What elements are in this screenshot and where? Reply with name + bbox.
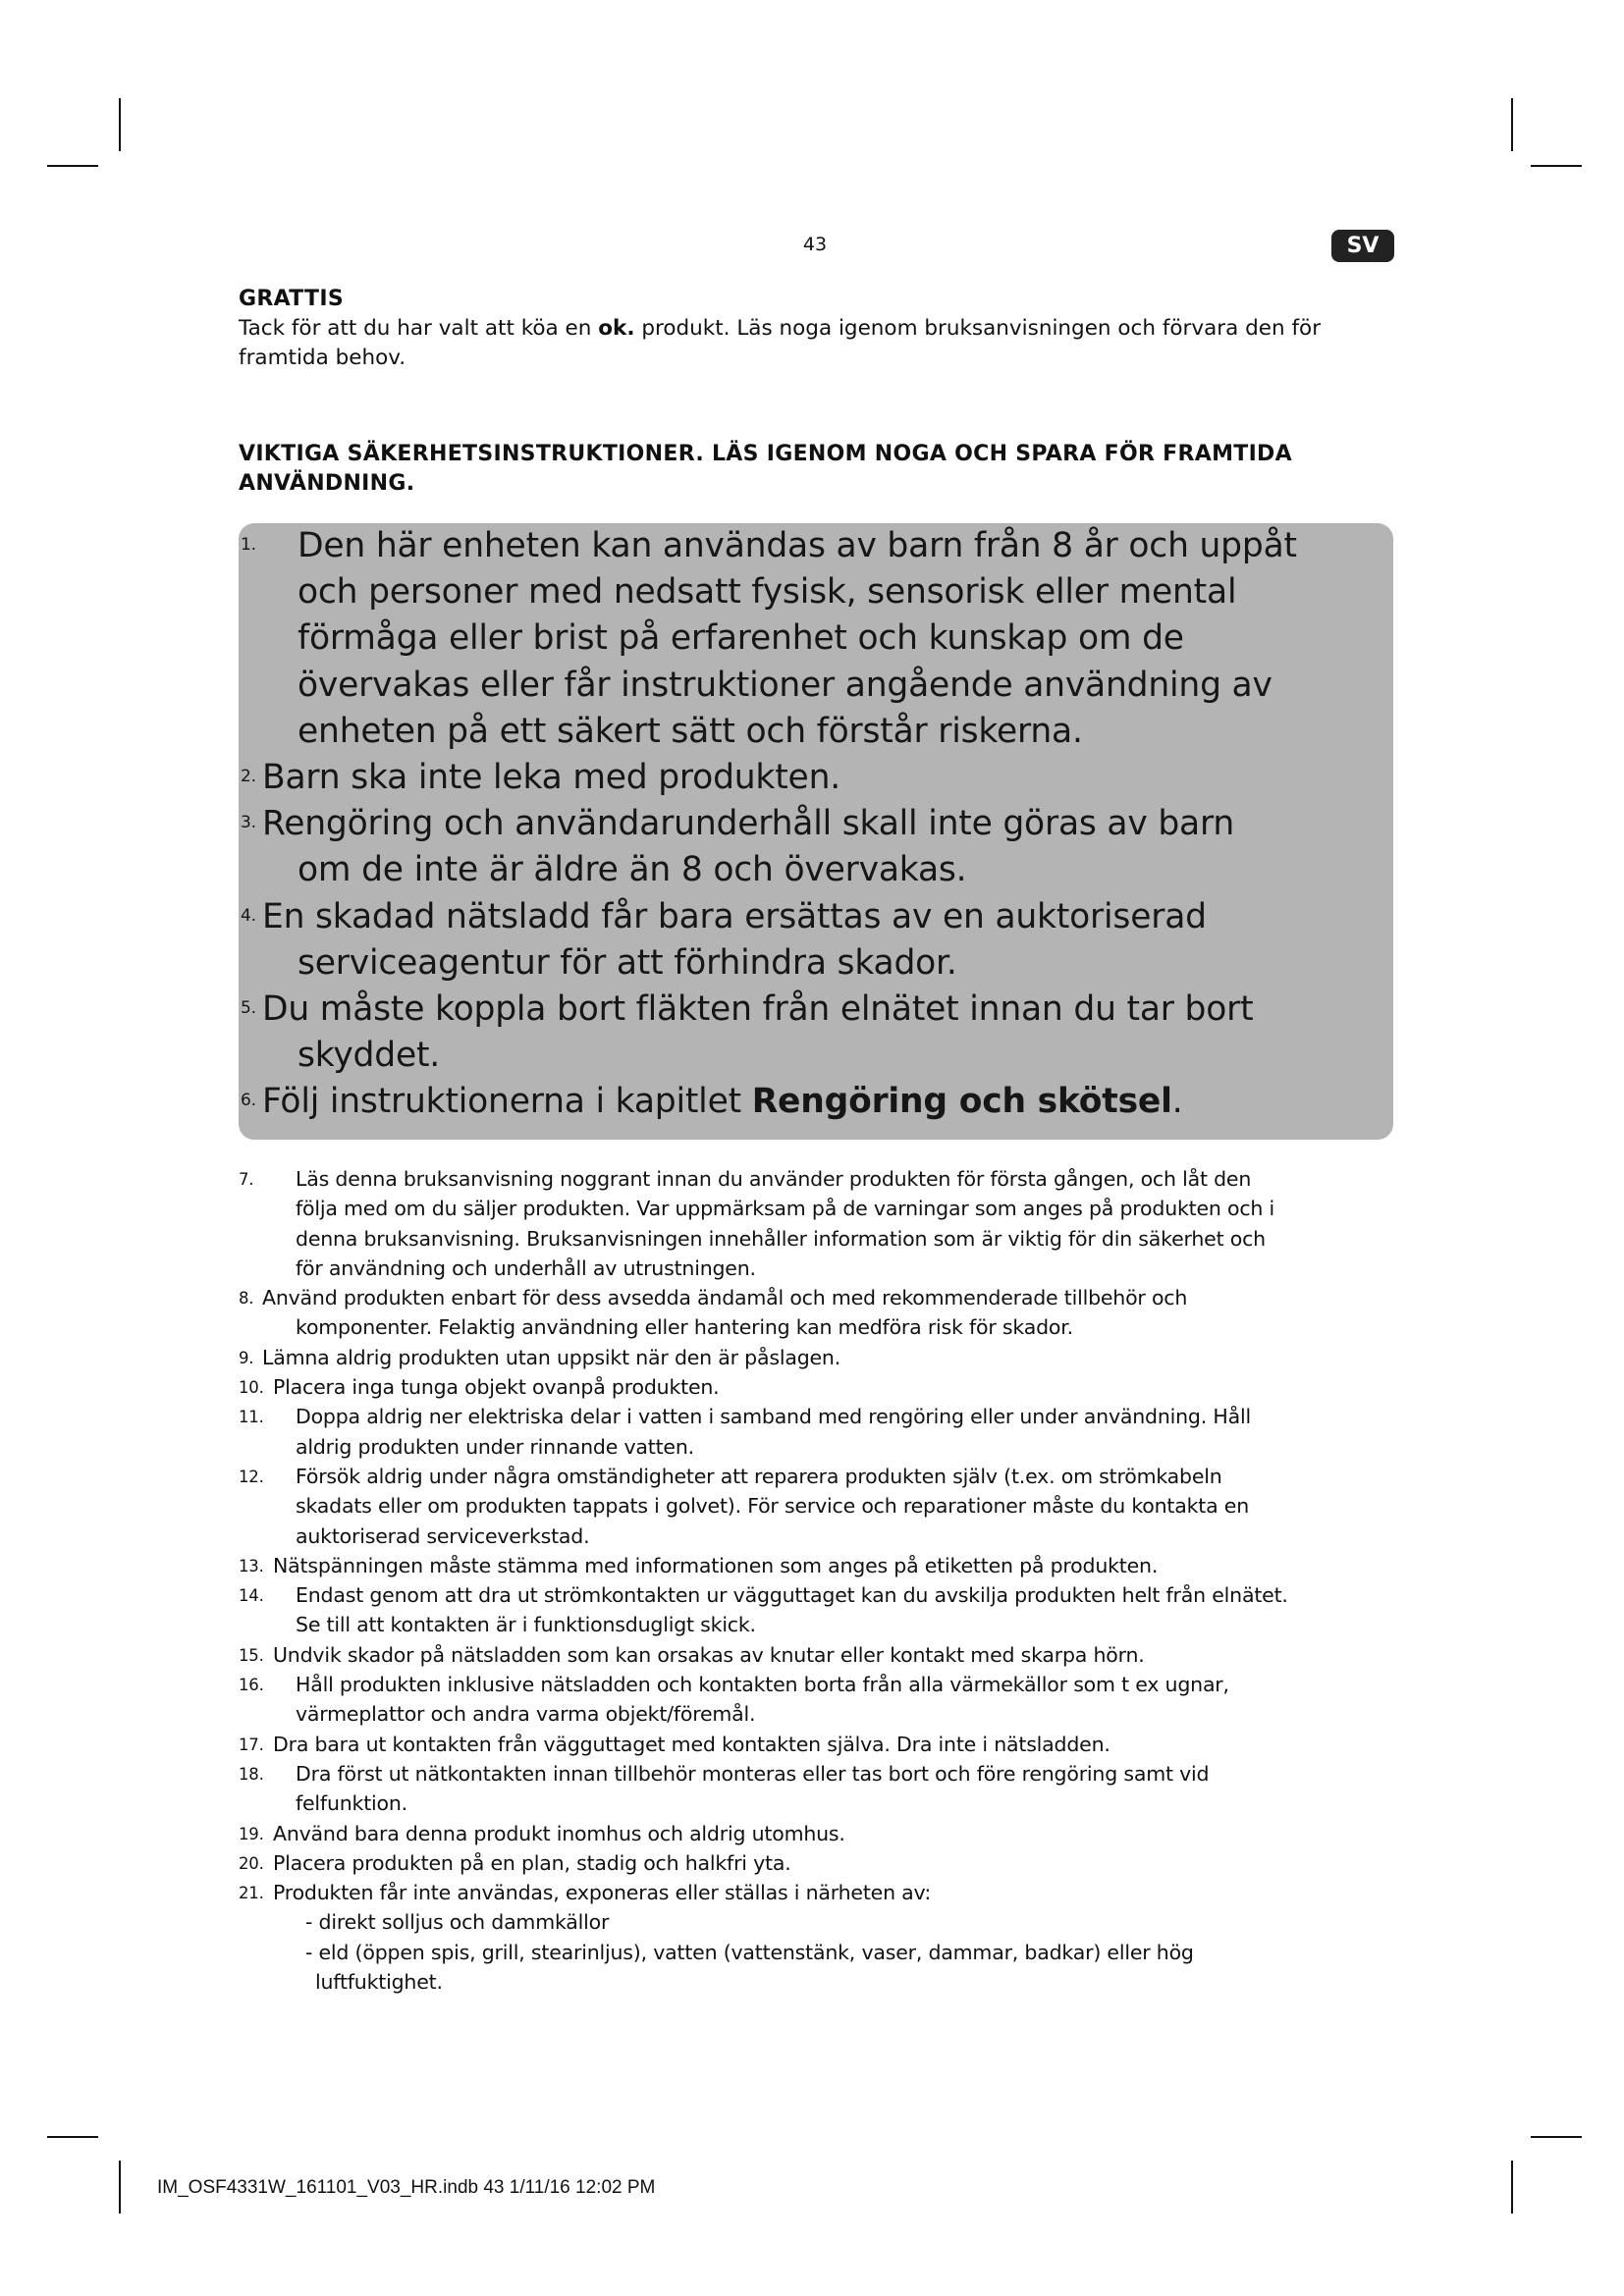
- highlighted-item: [239, 1079, 1374, 1125]
- item-text: värmeplattor och andra varma objekt/föremål.: [296, 1702, 756, 1727]
- list-item: [239, 1730, 1397, 1759]
- sub-item-text: - eld (öppen spis, grill, stearinljus), vatten (vattenstänk, vaser, dammar, badkar) eller hög: [305, 1940, 1194, 1964]
- highlighted-item: [239, 755, 1374, 801]
- item-number: 3.: [241, 813, 256, 833]
- list-item: [239, 1372, 1397, 1402]
- crop-mark: [47, 165, 98, 167]
- item-text: Placera produkten på en plan, stadig och halkfri yta.: [273, 1850, 791, 1875]
- item-number: 8.: [239, 1289, 254, 1308]
- crop-mark: [119, 2161, 121, 2214]
- list-item: [239, 1283, 1397, 1343]
- item-text: skadats eller om produkten tappats i golvet). För service och reparationer måste du kontakta en: [296, 1494, 1249, 1519]
- safety-heading-line: VIKTIGA SÄKERHETSINSTRUKTIONER. LÄS IGENOM NOGA OCH SPARA FÖR FRAMTIDA: [239, 442, 1292, 466]
- item-number: 19.: [239, 1824, 264, 1843]
- intro-text-line: framtida behov.: [239, 346, 406, 370]
- highlighted-item: [239, 801, 1374, 893]
- item-number: 12.: [239, 1467, 264, 1486]
- highlighted-item: [239, 987, 1374, 1079]
- list-item: [239, 1402, 1397, 1462]
- intro-section: [239, 285, 1397, 373]
- crop-mark: [119, 98, 121, 151]
- item-text-part: Följ instruktionerna i kapitlet: [262, 1082, 752, 1122]
- item-text: Produkten får inte användas, exponeras eller ställas i närheten av:: [273, 1881, 932, 1905]
- item-number: 2.: [241, 767, 256, 787]
- item-number: 11.: [239, 1408, 264, 1427]
- item-text: komponenter. Felaktig användning eller hantering kan medföra risk för skador.: [296, 1315, 1073, 1340]
- item-text-part: .: [1171, 1082, 1183, 1122]
- item-text: Den här enheten kan användas av barn från 8 år och uppåt: [298, 526, 1297, 565]
- item-text: Läs denna bruksanvisning noggrant innan du använder produkten för första gången, och låt den: [296, 1167, 1252, 1191]
- item-text: om de inte är äldre än 8 och övervakas.: [298, 850, 967, 890]
- item-number: 14.: [239, 1586, 264, 1606]
- item-number: 10.: [239, 1378, 264, 1398]
- item-number: 1.: [241, 535, 256, 555]
- item-number: 16.: [239, 1676, 264, 1695]
- item-text: Använd bara denna produkt inomhus och aldrig utomhus.: [273, 1821, 845, 1845]
- item-text: denna bruksanvisning. Bruksanvisningen innehåller information som är viktig för din säkerhet och: [296, 1226, 1266, 1251]
- item-text: Rengöring och användarunderhåll skall inte göras av barn: [262, 804, 1235, 844]
- print-footer: IM_OSF4331W_161101_V03_HR.indb 43 1/11/16 12:02 PM: [157, 2177, 656, 2198]
- item-text: övervakas eller får instruktioner angående användning av: [298, 665, 1272, 705]
- item-number: 5.: [241, 998, 256, 1019]
- highlighted-warnings-box: [239, 523, 1393, 1140]
- item-number: 20.: [239, 1853, 264, 1873]
- item-text: felfunktion.: [296, 1791, 407, 1816]
- page-number: 43: [802, 234, 828, 255]
- list-item: [239, 1580, 1397, 1640]
- safety-heading-line: ANVÄNDNING.: [239, 471, 415, 496]
- item-number: 13.: [239, 1556, 264, 1575]
- item-text: Undvik skador på nätsladden som kan orsakas av knutar eller kontakt med skarpa hörn.: [273, 1642, 1145, 1667]
- intro-text: [239, 314, 1397, 344]
- list-item: [239, 1759, 1397, 1819]
- item-text: Använd produkten enbart för dess avsedda ändamål och med rekommenderade tillbehör och: [262, 1286, 1188, 1310]
- item-text: Se till att kontakten är i funktionsdugligt skick.: [296, 1613, 756, 1637]
- item-text: Nätspänningen måste stämma med informationen som anges på etiketten på produkten.: [273, 1553, 1159, 1577]
- brand-name: ok.: [598, 316, 635, 341]
- list-item: [239, 1848, 1397, 1878]
- item-text: enheten på ett säkert sätt och förstår riskerna.: [298, 711, 1083, 751]
- item-text: [262, 1079, 1374, 1125]
- crop-mark: [1531, 165, 1582, 167]
- crop-mark: [47, 2136, 98, 2138]
- item-number: 4.: [241, 905, 256, 926]
- crop-mark: [1531, 2136, 1582, 2138]
- item-number: 18.: [239, 1764, 264, 1784]
- item-text: Lämna aldrig produkten utan uppsikt när den är påslagen.: [262, 1345, 841, 1369]
- sub-item-text: - direkt solljus och dammkällor: [305, 1910, 610, 1935]
- language-badge: SV: [1331, 230, 1394, 262]
- item-text: Placera inga tunga objekt ovanpå produkten.: [273, 1375, 720, 1400]
- item-text: En skadad nätsladd får bara ersättas av en auktoriserad: [262, 896, 1207, 936]
- chapter-reference: Rengöring och skötsel: [751, 1082, 1172, 1122]
- item-text: förmåga eller brist på erfarenhet och kunskap om de: [298, 618, 1184, 659]
- item-number: 21.: [239, 1884, 264, 1903]
- list-item: [239, 1462, 1397, 1551]
- item-text: och personer med nedsatt fysisk, sensorisk eller mental: [298, 572, 1237, 613]
- list-item: [239, 1819, 1397, 1848]
- item-number: 7.: [239, 1170, 254, 1189]
- list-item: [239, 1640, 1397, 1670]
- highlighted-item: [239, 523, 1374, 755]
- crop-mark: [1511, 98, 1513, 151]
- item-text: Dra bara ut kontakten från vägguttaget med kontakten själva. Dra inte i nätsladden.: [273, 1732, 1110, 1756]
- item-text: Försök aldrig under några omständigheter att reparera produkten själv (t.ex. om strömkabeln: [296, 1464, 1222, 1488]
- item-text: serviceagentur för att förhindra skador.: [298, 942, 957, 983]
- item-text: skyddet.: [298, 1036, 441, 1076]
- item-number: 9.: [239, 1348, 254, 1367]
- item-text: Håll produkten inklusive nätsladden och kontakten borta från alla värmekällor som t ex ugnar,: [296, 1673, 1229, 1697]
- item-text: Doppa aldrig ner elektriska delar i vatten i samband med rengöring eller under användning. Håll: [296, 1405, 1251, 1429]
- item-number: 6.: [241, 1091, 256, 1111]
- intro-text-part: produkt. Läs noga igenom bruksanvisningen och förvara den för: [634, 316, 1322, 341]
- list-item: [239, 1551, 1397, 1580]
- instructions-list: [239, 1164, 1397, 1997]
- crop-mark: [1511, 2161, 1513, 2214]
- list-item: [239, 1878, 1397, 1997]
- highlighted-item: [239, 894, 1374, 987]
- item-text: Dra först ut nätkontakten innan tillbehör monteras eller tas bort och före rengöring samt vid: [296, 1761, 1210, 1786]
- item-text: för användning och underhåll av utrustningen.: [296, 1255, 756, 1280]
- list-item: [239, 1343, 1397, 1372]
- item-text: följa med om du säljer produkten. Var uppmärksam på de varningar som anges på produkten och i: [296, 1197, 1275, 1221]
- list-item: [239, 1670, 1397, 1730]
- item-number: 15.: [239, 1645, 264, 1665]
- safety-heading: [239, 440, 1397, 499]
- sub-item-text: luftfuktighet.: [315, 1970, 443, 1995]
- item-text: Barn ska inte leka med produkten.: [262, 758, 840, 798]
- intro-heading: GRATTIS: [239, 287, 344, 311]
- item-number: 17.: [239, 1735, 264, 1754]
- item-text: aldrig produkten under rinnande vatten.: [296, 1434, 694, 1459]
- item-text: auktoriserad serviceverkstad.: [296, 1523, 590, 1548]
- list-item: [239, 1164, 1397, 1283]
- item-text: Du måste koppla bort fläkten från elnätet innan du tar bort: [262, 989, 1254, 1030]
- intro-text-part: Tack för att du har valt att köa en: [239, 316, 599, 341]
- item-text: Endast genom att dra ut strömkontakten ur vägguttaget kan du avskilja produkten helt från elnätet.: [296, 1583, 1288, 1608]
